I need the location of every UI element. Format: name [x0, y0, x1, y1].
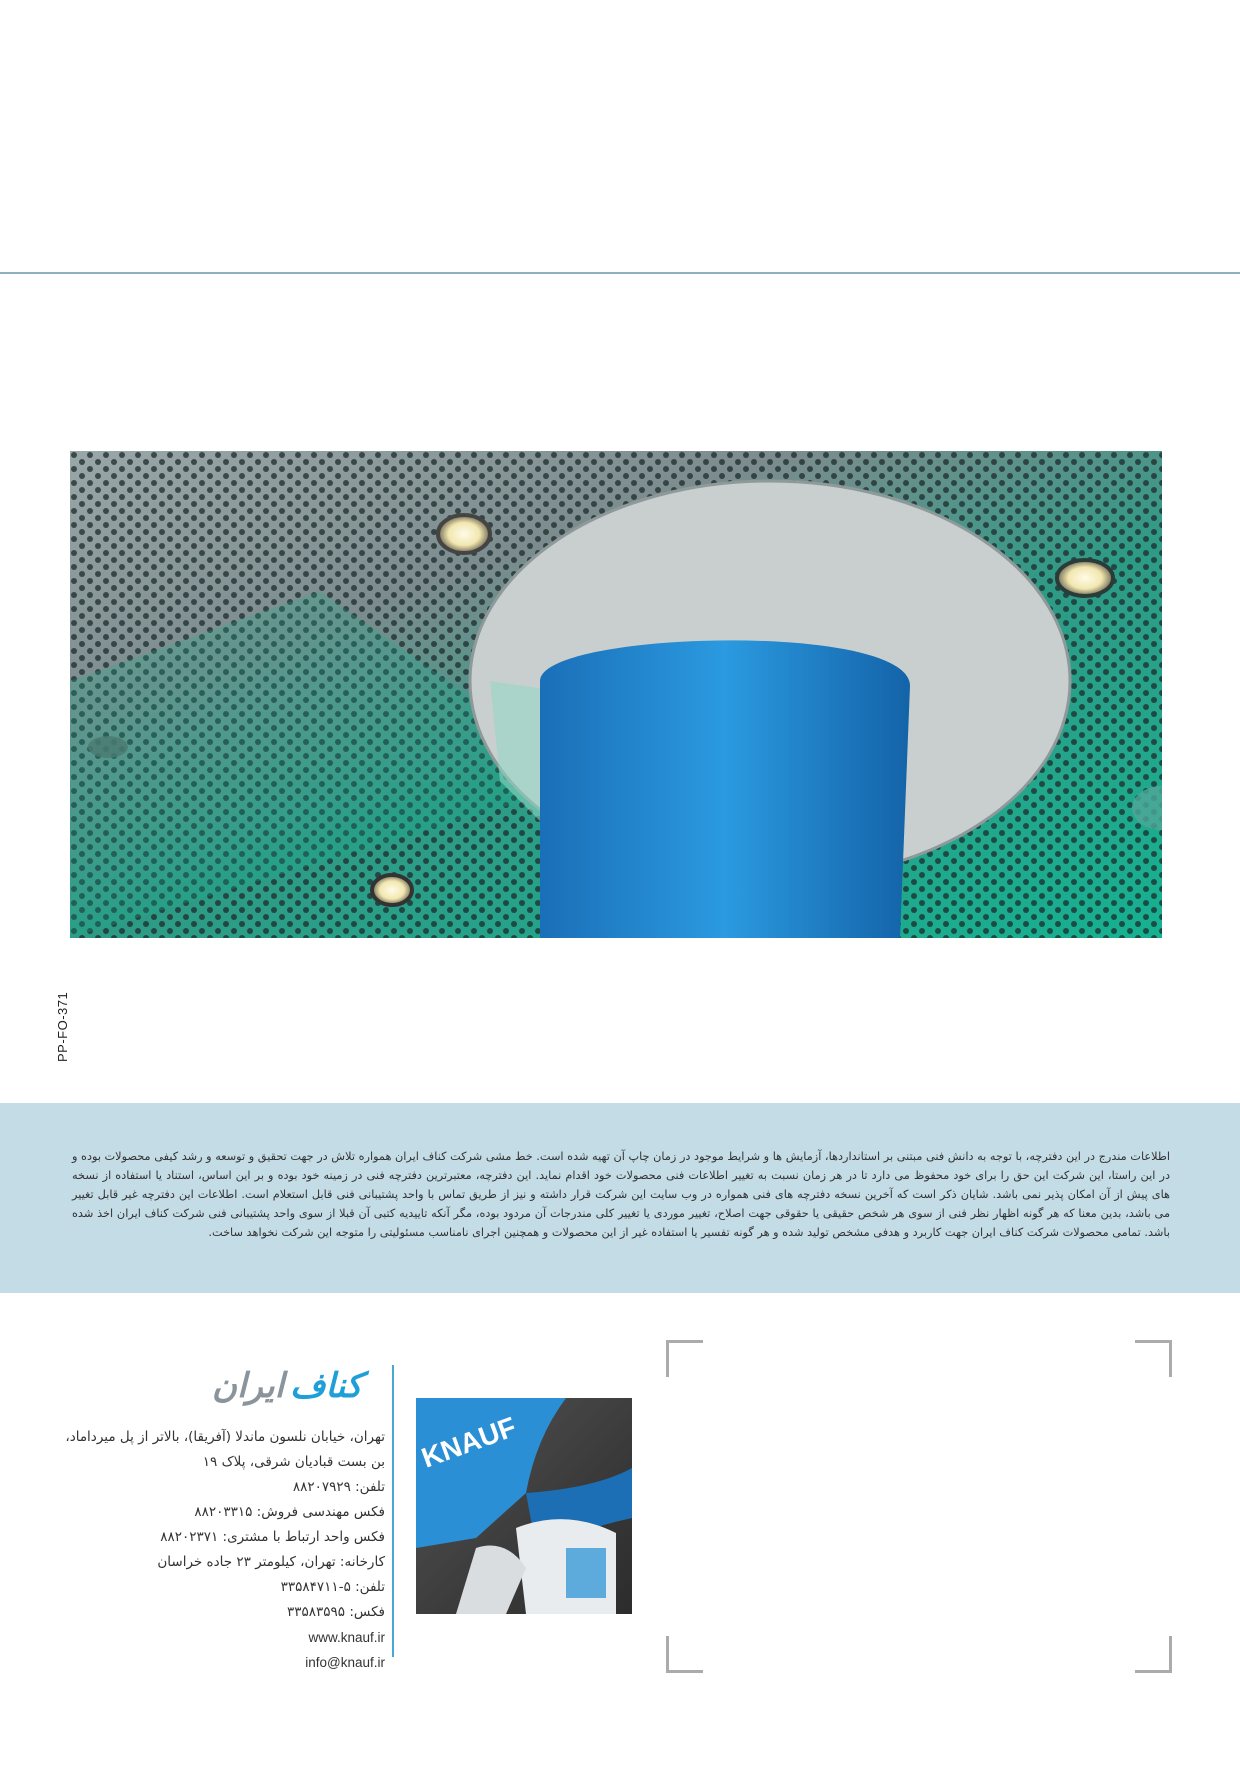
fax-sales: فکس مهندسی فروش: ۸۸۲۰۳۳۱۵ [194, 1504, 385, 1520]
frame-corner-bottom-right [1135, 1636, 1172, 1673]
email-link[interactable]: info@knauf.ir [305, 1655, 385, 1670]
fax-customer: فکس واحد ارتباط با مشتری: ۸۸۲۰۲۳۷۱ [160, 1529, 385, 1545]
ceiling-column-photo [70, 451, 1162, 938]
factory-phone: تلفن: ۵-۳۳۵۸۴۷۱۱ [280, 1579, 385, 1595]
factory-fax: فکس: ۳۳۵۸۳۵۹۵ [287, 1604, 385, 1620]
disclaimer-text: اطلاعات مندرج در این دفترچه، با توجه به دانش فنی مبتنی بر استانداردها، آزمایش ها و شرایط موجود در زمان چاپ آن تهیه شده است. خط مشی شرکت کناف ایران همواره تلاش در جهت تحقیق و توسعه و رشد کیفی محصولات بوده و در این راستا، این شرکت این حق را برای خود محفوظ می دارد تا در هر زمان نسبت به تغییر اطلاعات فنی محصولات خود اقدام نماید. این دفترچه، معتبرترین دفترچه فنی در زمینه خود بوده و بر این اساس، استناد یا استفاده از نسخه های پیش از آن امکان پذیر نمی باشد. شایان ذکر است که آخرین نسخه دفترچه های فنی همواره در وب سایت این شرکت قرار داشته و نیز از طریق تماس با واحد پشتیبانی فنی قابل استعلام است. اطلاعات این دفترچه غیر قابل تغییر می باشد، بدین معنا که هر گونه اظهار نظر فنی از سوی هر شخص حقیقی یا حقوقی جهت اصلاح، تغییر موردی یا تغییر کلی مندرجات آن مردود بوده، مگر آنکه تاییدیه کتبی آن قبلا از سوی واحد پشتیبانی فنی شرکت کناف ایران اخذ شده باشد. تمامی محصولات شرکت کناف ایران جهت کاربرد و هدفی مشخص تولید شده و هر گونه تفسیر یا استفاده غیر از این محصولات و همچنین اجرای نامناسب مسئولیتی را متوجه این شرکت نخواهد ساخت. [71, 1150, 1170, 1239]
contact-block [60, 1425, 385, 1675]
frame-corner-top-right [1135, 1340, 1172, 1377]
disclaimer-band [0, 1103, 1240, 1293]
top-divider-line [0, 272, 1240, 274]
logo-divider-line [392, 1365, 394, 1657]
frame-corner-top-left [666, 1340, 703, 1377]
knauf-iran-logo [212, 1366, 382, 1406]
cap-logo-text: KNAUF [417, 1410, 521, 1474]
frame-corner-bottom-left [666, 1636, 703, 1673]
phone: تلفن: ۸۸۲۰۷۹۲۹ [292, 1479, 385, 1495]
logo-part1: کناف [290, 1366, 363, 1406]
logo-part2: ایران [212, 1366, 285, 1406]
knauf-cap-photo [416, 1398, 632, 1614]
address-line1: تهران، خیابان نلسون ماندلا (آفریقا)، بالاتر از پل میرداماد، [65, 1429, 385, 1445]
factory-address: کارخانه: تهران، کیلومتر ۲۳ جاده خراسان [157, 1554, 385, 1570]
website-link[interactable]: www.knauf.ir [308, 1630, 385, 1645]
address-line2: بن بست قبادیان شرقی، پلاک ۱۹ [202, 1454, 385, 1470]
document-code: PP-FO-371 [55, 991, 70, 1062]
